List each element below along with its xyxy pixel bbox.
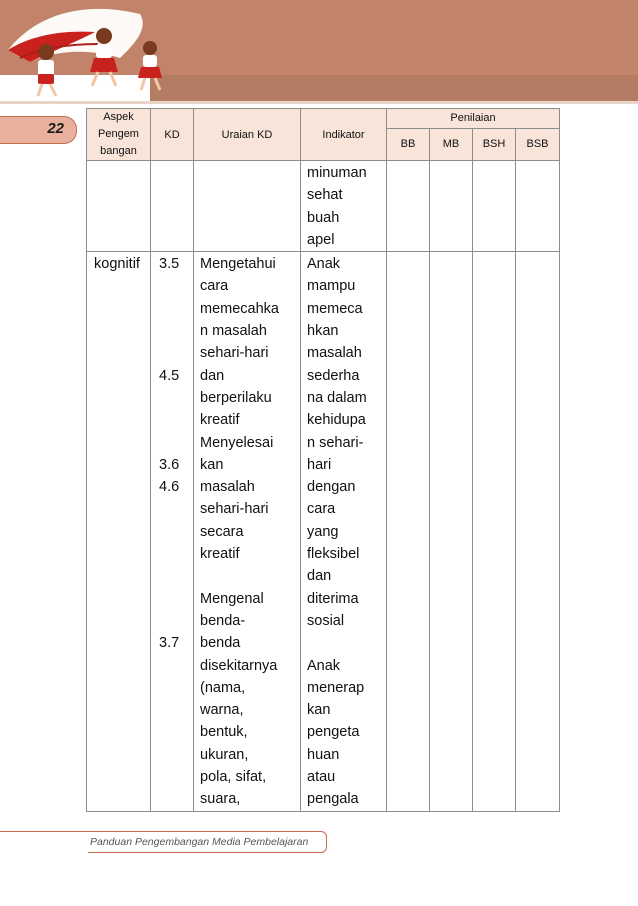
cell-aspek [87,252,151,811]
cell-mb [430,252,473,811]
cell-kd [151,161,194,252]
cell-bsb [516,252,560,811]
page-number: 22 [47,120,64,137]
cell-bsb [516,161,560,252]
header-bsb: BSB [516,128,560,160]
banner-stripe [150,75,638,101]
header-bsh: BSH [473,128,516,160]
cell-aspek-text: kognitif [94,256,140,273]
header-uraian [194,109,301,161]
cell-uraian [194,161,301,252]
header-kd: KD [151,109,194,161]
header-mb: MB [430,128,473,160]
cell-bsh [473,161,516,252]
page-number-tab [0,116,77,144]
cell-indikator [301,252,387,811]
cell-uraian [194,252,301,811]
header-banner [0,0,638,104]
cell-aspek-text [87,161,150,162]
footer-text: Panduan Pengembangan Media Pembelajaran [90,836,309,848]
cell-mb [430,161,473,252]
header-indikator: Indikator [301,109,387,161]
footer-tab [88,831,327,853]
header-uraian-label: Uraian KD [214,127,281,143]
cell-bb [387,161,430,252]
table-row [87,161,560,252]
cell-bsh [473,252,516,811]
cell-indikator-text: minuman sehat buah apel [307,165,367,248]
cell-uraian-text [194,161,300,162]
header-aspek: Aspek Pengem bangan [87,109,151,161]
cell-indikator-text: Anak mampu memeca hkan masalah sederha na dalam kehidupa n sehari- hari dengan cara yang fleksibel dan diterima sosial Anak menerap kan pengeta huan atau pengala [307,256,367,808]
children-flag-illustration [0,0,200,104]
table-row [87,252,560,811]
kd-table [86,108,560,812]
footer-rule [0,831,88,832]
cell-uraian-text: Mengetahui cara memecahka n masalah sehari-hari dan berperilaku kreatif Menyelesai kan masalah sehari-hari secara kreatif Mengenal benda- benda disekitarnya (nama, warna, bentuk, ukuran, pola, sifat, suara, [200,256,279,808]
cell-indikator [301,161,387,252]
cell-kd [151,252,194,811]
cell-bb [387,252,430,811]
table-header-row [87,109,560,129]
cell-aspek [87,161,151,252]
header-bb: BB [387,128,430,160]
cell-kd-text: 3.5 4.5 3.6 4.6 3.7 [159,256,180,652]
header-penilaian: Penilaian [387,109,560,129]
cell-kd-text [151,161,193,162]
